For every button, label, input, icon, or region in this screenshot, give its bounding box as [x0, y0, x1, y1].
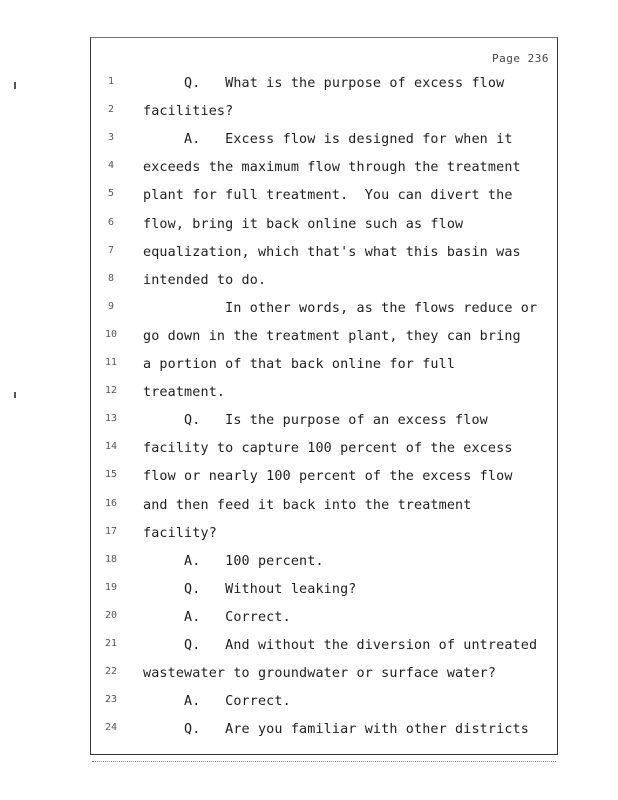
- transcript-line: [91, 215, 559, 235]
- transcript-line: [91, 411, 559, 431]
- line-text: facility?: [143, 525, 217, 541]
- page-number: Page 236: [492, 52, 549, 65]
- transcript-line: [91, 299, 559, 319]
- line-text: go down in the treatment plant, they can bring: [143, 328, 521, 344]
- scan-mark: [14, 82, 16, 89]
- scan-mark: [14, 392, 16, 398]
- line-number: 6: [107, 216, 115, 228]
- line-text: A. Correct.: [143, 609, 291, 625]
- line-text: treatment.: [143, 385, 226, 401]
- line-number: 21: [104, 638, 118, 649]
- line-number: 16: [104, 497, 118, 509]
- line-number: 1: [107, 76, 115, 87]
- transcript-line: [91, 327, 559, 347]
- line-text: Q. And without the diversion of untreated: [143, 638, 538, 653]
- line-number: 19: [104, 581, 118, 593]
- line-number: 12: [104, 385, 118, 397]
- transcript-line: [91, 186, 559, 206]
- line-text: Q. Without leaking?: [143, 581, 357, 597]
- line-number: 23: [104, 694, 118, 706]
- line-number: 3: [107, 132, 115, 144]
- line-text: Q. Are you familiar with other districts: [143, 722, 529, 738]
- transcript-line: [91, 271, 559, 291]
- line-text: intended to do.: [143, 272, 267, 288]
- line-number: 10: [104, 328, 118, 340]
- line-number: 11: [104, 357, 118, 368]
- line-text: exceeds the maximum flow through the treatment: [143, 160, 521, 176]
- transcript-line: [91, 74, 559, 94]
- line-text: A. Excess flow is designed for when it: [143, 132, 513, 148]
- line-text: plant for full treatment. You can divert the: [143, 188, 513, 204]
- transcript-line: [91, 243, 559, 263]
- line-text: flow, bring it back online such as flow: [143, 216, 464, 232]
- transcript-line: [91, 496, 559, 516]
- transcript-line: [91, 664, 559, 684]
- line-number: 5: [107, 188, 115, 200]
- transcript-line: [91, 355, 559, 375]
- transcript-line: [91, 102, 559, 122]
- line-number: 8: [107, 272, 115, 284]
- line-number: 7: [107, 244, 115, 256]
- line-text: facility to capture 100 percent of the excess: [143, 441, 513, 457]
- transcript-line: [91, 720, 559, 740]
- transcript-line: [91, 608, 559, 628]
- line-number: 14: [104, 441, 118, 453]
- line-text: flow or nearly 100 percent of the excess flow: [143, 469, 513, 485]
- line-text: equalization, which that's what this basin was: [143, 244, 521, 260]
- transcript-line: [91, 383, 559, 403]
- line-number: 4: [107, 160, 115, 172]
- transcript-line: [91, 467, 559, 487]
- line-text: facilities?: [143, 104, 234, 120]
- transcript-line: [91, 580, 559, 600]
- line-text: A. 100 percent.: [143, 553, 324, 569]
- transcript-line: [91, 692, 559, 712]
- line-number: 17: [104, 525, 118, 537]
- line-text: a portion of that back online for full: [143, 357, 456, 372]
- line-number: 20: [104, 609, 118, 621]
- line-text: Q. Is the purpose of an excess flow: [143, 413, 488, 429]
- line-number: 9: [107, 300, 115, 312]
- transcript-line: [91, 552, 559, 572]
- bottom-rule: [92, 761, 556, 762]
- line-text: and then feed it back into the treatment: [143, 497, 472, 513]
- transcript-line: [91, 158, 559, 178]
- line-number: 13: [104, 413, 118, 425]
- transcript-line: [91, 636, 559, 656]
- transcript-line: [91, 439, 559, 459]
- line-number: 2: [107, 104, 115, 116]
- transcript-page: [90, 37, 558, 755]
- transcript-line: [91, 130, 559, 150]
- line-text: Q. What is the purpose of excess flow: [143, 76, 505, 91]
- line-text: A. Correct.: [143, 694, 291, 710]
- line-text: wastewater to groundwater or surface water?: [143, 666, 497, 682]
- line-number: 15: [104, 469, 118, 481]
- line-number: 24: [104, 722, 118, 734]
- line-number: 18: [104, 553, 118, 565]
- transcript-line: [91, 524, 559, 544]
- line-text: In other words, as the flows reduce or: [143, 300, 538, 316]
- line-number: 22: [104, 666, 118, 678]
